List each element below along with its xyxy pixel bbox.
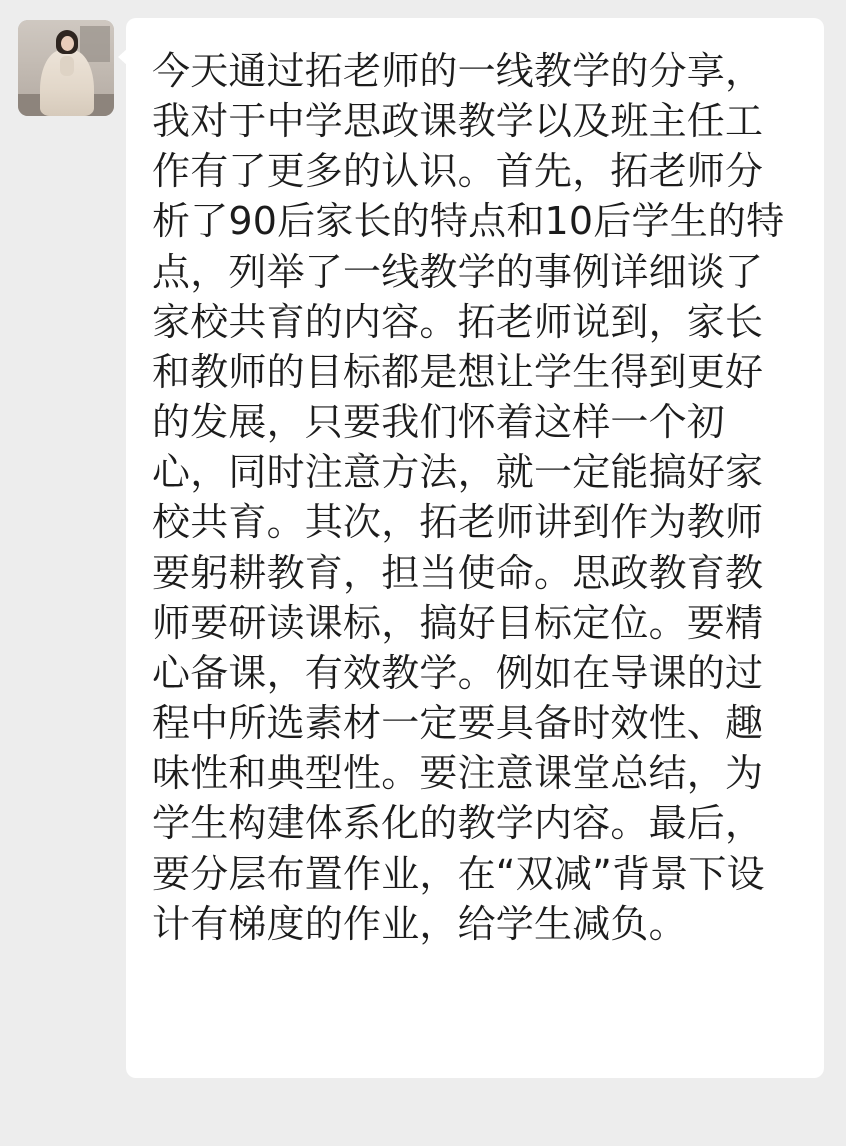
- avatar[interactable]: [18, 20, 114, 116]
- avatar-person-face: [61, 36, 74, 51]
- message-text: 今天通过拓老师的一线教学的分享，我对于中学思政课教学以及班主任工作有了更多的认识。首先，拓老师分析了90后家长的特点和10后学生的特点，列举了一线教学的事例详细谈了家校共育的内容。拓老师说到，家长和教师的目标都是想让学生得到更好的发展，只要我们怀着这样一个初心，同时注意方法，就一定能搞好家校共育。其次，拓老师讲到作为教师要躬耕教育，担当使命。思政教育教师要研读课标，搞好目标定位。要精心备课，有效教学。例如在导课的过程中所选素材一定要具备时效性、趣味性和典型性。要注意课堂总结，为学生构建体系化的教学内容。最后，要分层布置作业，在“双减”背景下设计有梯度的作业，给学生减负。: [152, 49, 785, 946]
- message-row: [18, 18, 824, 1078]
- avatar-person-arm: [60, 56, 74, 76]
- message-bubble[interactable]: [126, 18, 824, 1078]
- bubble-tail-icon: [118, 48, 128, 66]
- message-bubble-container: [126, 18, 824, 1078]
